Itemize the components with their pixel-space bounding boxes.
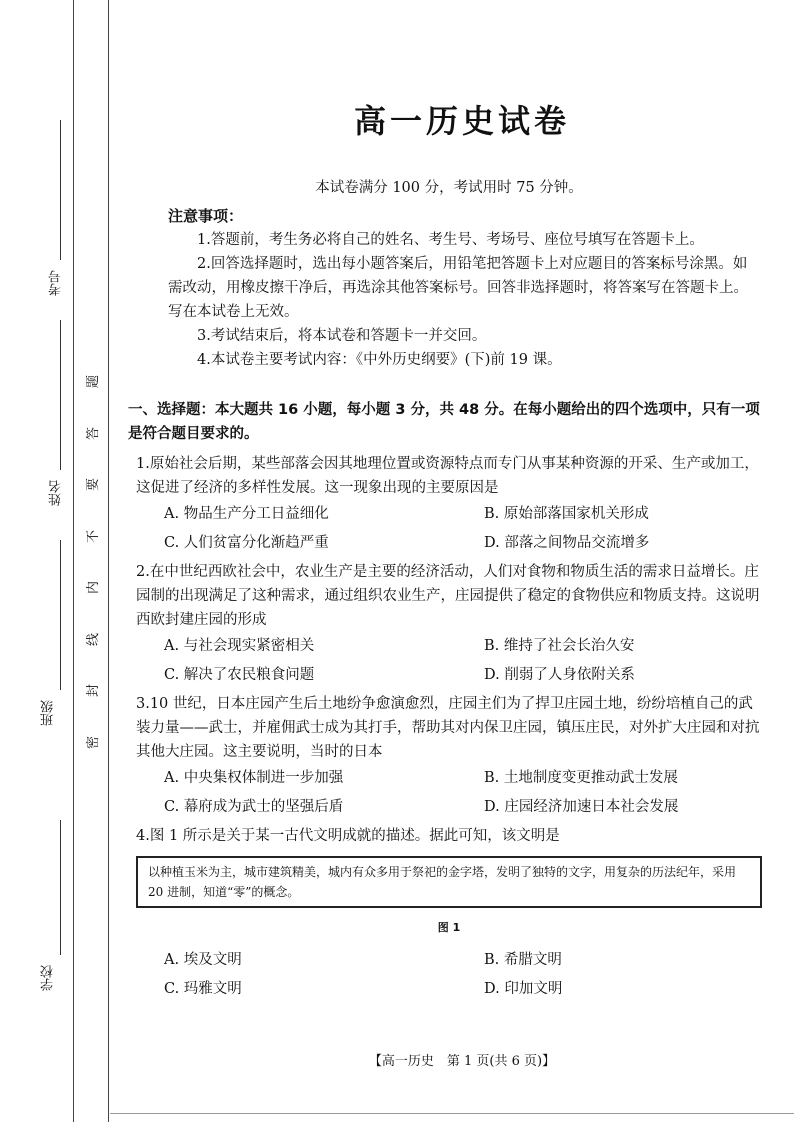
seal-char: 封 [86, 684, 102, 698]
question-3 [136, 692, 762, 822]
class-label: 班级 [41, 700, 56, 726]
option-a: A. 与社会现实紧密相关 [164, 638, 315, 654]
question-2 [136, 560, 762, 690]
margin-line-inner [108, 0, 109, 1122]
question-1 [136, 452, 762, 558]
section-heading [128, 398, 762, 446]
school-blank [60, 820, 61, 955]
figure-caption: 图 1 [437, 921, 461, 934]
exam-intro: 本试卷满分 100 分，考试用时 75 分钟。 [315, 180, 583, 196]
option-b: B. 原始部落国家机关形成 [484, 506, 649, 522]
figure-1-box: 以种植玉米为主，城市建筑精美，城内有众多用于祭祀的金字塔，发明了独特的文字，用复杂的历法纪年，采用 20 进制，知道“零”的概念。 [136, 856, 762, 908]
question-stem: 1.原始社会后期，某些部落会因其地理位置或资源特点而专门从事某种资源的开采、生产或加工，这促进了经济的多样性发展。这一现象出现的主要原因是 [136, 456, 759, 496]
option-b: B. 维持了社会长治久安 [484, 638, 635, 654]
option-b: B. 希腊文明 [484, 952, 562, 968]
margin-line-outer [73, 0, 74, 1122]
seal-char: 内 [86, 581, 102, 595]
notice-item: 1.答题前，考生务必将自己的姓名、考生号、考场号、座位号填写在答题卡上。 [197, 232, 704, 248]
option-d: D. 庄园经济加速日本社会发展 [484, 799, 679, 815]
seal-char: 要 [86, 478, 102, 492]
seal-char: 密 [86, 735, 102, 749]
option-a: A. 埃及文明 [164, 952, 242, 968]
option-c: C. 幕府成为武士的坚强后盾 [164, 799, 344, 815]
section-heading-text: 一、选择题：本大题共 16 小题，每小题 3 分，共 48 分。在每小题给出的四个选项中，只有一项是符合题目要求的。 [128, 402, 760, 442]
option-d: D. 削弱了人身依附关系 [484, 667, 635, 683]
question-stem: 2.在中世纪西欧社会中，农业生产是主要的经济活动，人们对食物和物质生活的需求日益增长。庄园制的出现满足了这种需求，通过组织农业生产，庄园提供了稳定的食物供应和物质支持。这说明西欧封建庄园的形成 [136, 564, 760, 628]
option-a: A. 物品生产分工日益细化 [164, 506, 329, 522]
question-options [136, 632, 762, 690]
question-options [136, 500, 762, 558]
bottom-rule [110, 1113, 794, 1114]
notice-item: 2.回答选择题时，选出每小题答案后，用铅笔把答题卡上对应题目的答案标号涂黑。如需改动，用橡皮擦干净后，再选涂其他答案标号。回答非选择题时，将答案写在答题卡上。写在本试卷上无效。 [168, 256, 748, 320]
page-footer: 【高一历史 第 1 页(共 6 页)】 [368, 1054, 556, 1069]
notice-block [136, 176, 762, 372]
option-c: C. 人们贫富分化渐趋严重 [164, 535, 329, 551]
option-a: A. 中央集权体制进一步加强 [164, 770, 344, 786]
question-stem: 4.图 1 所示是关于某一古代文明成就的描述。据此可知，该文明是 [136, 828, 560, 844]
seal-line-text [82, 372, 102, 752]
option-d: D. 部落之间物品交流增多 [484, 535, 650, 551]
notice-item: 4.本试卷主要考试内容：《中外历史纲要》(下)前 19 课。 [197, 352, 562, 368]
class-blank [60, 540, 61, 690]
name-blank [60, 320, 61, 470]
option-d: D. 印加文明 [484, 981, 563, 997]
seal-char: 答 [86, 426, 102, 440]
section-one [128, 398, 762, 1004]
question-stem: 3.10 世纪，日本庄园产生后土地纷争愈演愈烈，庄园主们为了捍卫庄园土地，纷纷培植自己的武装力量——武士，并雇佣武士成为其打手，帮助其对内保卫庄园，镇压庄民，对外扩大庄园和对抗其他大庄园。这主要说明，当时的日本 [136, 696, 760, 760]
notice-list [136, 228, 762, 372]
notice-item: 3.考试结束后，将本试卷和答题卡一并交回。 [197, 328, 487, 344]
seal-char: 不 [86, 529, 102, 543]
question-4 [136, 824, 762, 1004]
notice-heading: 注意事项： [168, 207, 244, 225]
seal-char: 题 [86, 374, 102, 389]
question-options [136, 946, 762, 1004]
page-title: 高一历史试卷 [353, 102, 570, 140]
school-label: 学校 [41, 965, 56, 991]
exam-no-label: 考号 [49, 270, 64, 296]
option-c: C. 玛雅文明 [164, 981, 242, 997]
seal-char: 线 [86, 632, 102, 646]
option-b: B. 土地制度变更推动武士发展 [484, 770, 678, 786]
option-c: C. 解决了农民粮食问题 [164, 667, 315, 683]
name-label: 姓名 [49, 480, 64, 506]
question-options [136, 764, 762, 822]
